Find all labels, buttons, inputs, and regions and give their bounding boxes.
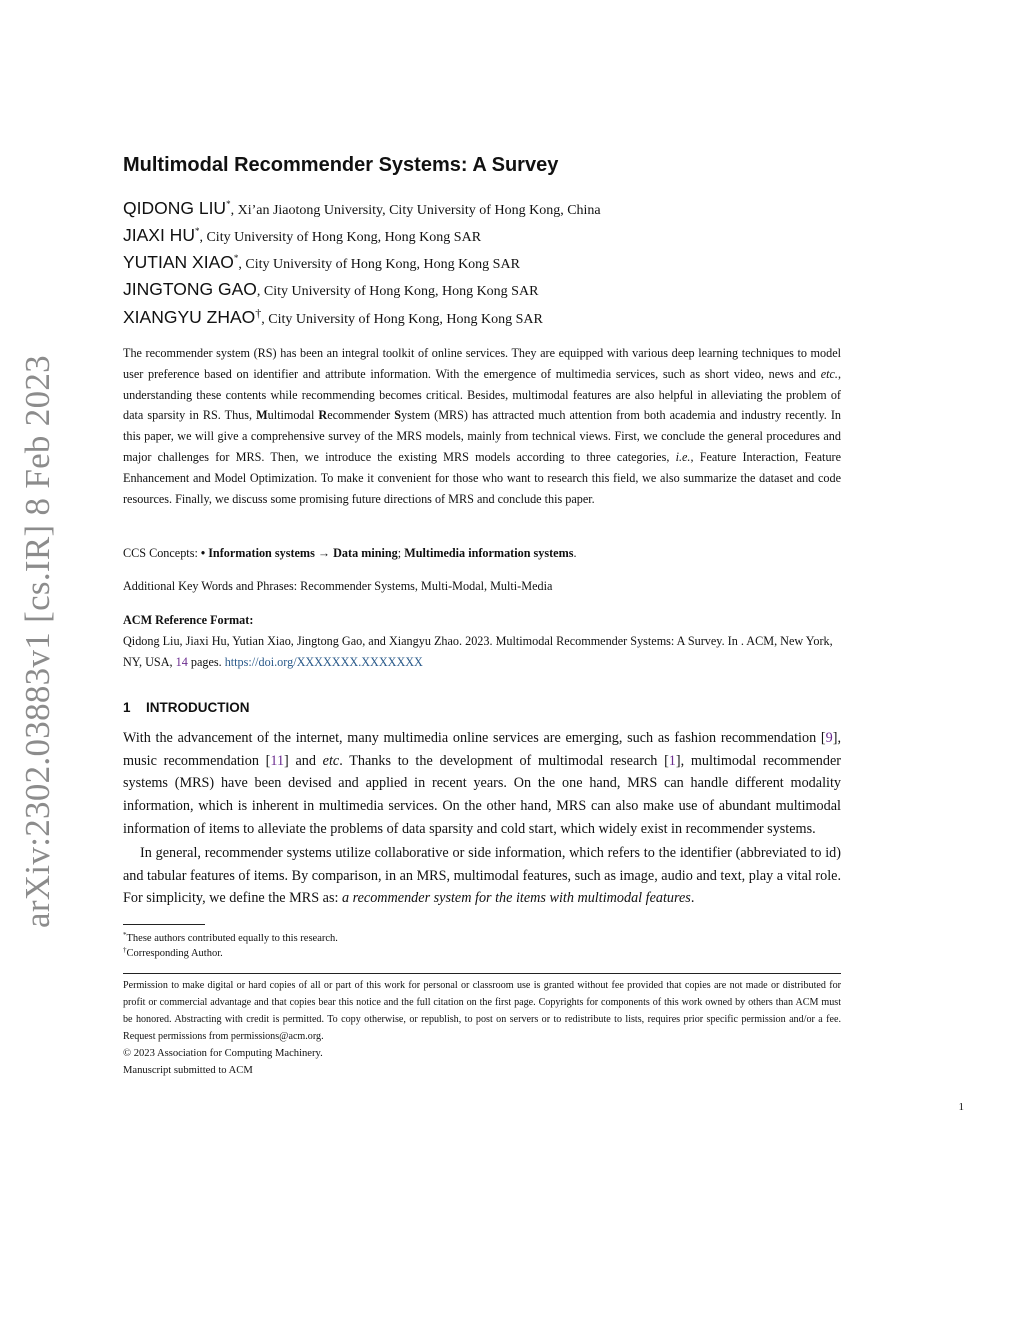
author-affiliation: City University of Hong Kong, Hong Kong SAR (206, 230, 482, 245)
page-count-link[interactable]: 14 (175, 654, 188, 669)
acm-reference-heading: ACM Reference Format: (123, 613, 254, 627)
abstract: The recommender system (RS) has been an integral toolkit of online services. They are equipped with various deep learning techniques to model user preference based on identifier and attribute information. With the emergence of multimedia services, such as short video, news and etc., understanding these contents while recommending becomes critical. Besides, multimodal features are also helpful in alleviating the problem of data sparsity in RS. Thus, Multimodal Recommender System (MRS) has attracted much attention from both academia and industry recently. In this paper, we will give a comprehensive survey of the MRS models, mainly from technical views. First, we conclude the general procedures and major challenges for MRS. Then, we introduce the existing MRS models according to three categories, i.e., Feature Interaction, Feature Enhancement and Model Optimization. To make it convenient for those who want to research this field, we also summarize the dataset and code resources. Finally, we discuss some promising future directions of MRS and conclude this paper. (123, 346, 842, 506)
citation-link[interactable]: 11 (270, 752, 285, 769)
footnote-divider (123, 924, 205, 925)
equal-contribution-mark: * (233, 253, 239, 263)
author-line: XIANGYU ZHAO†, City University of Hong Kong, Hong Kong SAR (123, 306, 543, 327)
citation-link[interactable]: 1 (668, 752, 676, 769)
author-affiliation: Xi’an Jiaotong University, City University of Hong Kong, China (237, 203, 601, 218)
manuscript-line: Manuscript submitted to ACM (123, 1065, 253, 1076)
author-name: QIDONG LIU (123, 198, 227, 218)
section-heading-introduction: 1 INTRODUCTION (123, 700, 250, 715)
equal-contribution-mark: * (226, 199, 231, 209)
footnote-corresponding-author: †Corresponding Author. (123, 946, 223, 959)
equal-contribution-mark: * (194, 226, 200, 236)
citation-link[interactable]: 9 (825, 730, 833, 746)
paper-title: Multimodal Recommender Systems: A Survey (123, 154, 559, 176)
author-line: QIDONG LIU*, Xi’an Jiaotong University, City University of Hong Kong, China (123, 198, 601, 218)
author-name: JINGTONG GAO (123, 279, 257, 299)
author-affiliation: City University of Hong Kong, Hong Kong SAR (245, 257, 520, 272)
permission-notice: Permission to make digital or hard copies of all or part of this work for personal or classroom use is granted without fee provided that copies are not made or distributed for profit or commercial advantage and that copies bear this notice and the full citation on the first page. Copyrights for components of this work owned by others than ACM must be honored. Abstracting with credit is permitted. To copy otherwise, or republish, to post on servers or to redistribute to lists, requires prior specific permission and/or a fee. Request permissions from permissions@acm.org. (123, 980, 841, 1042)
author-line: YUTIAN XIAO*, City University of Hong Kong, Hong Kong SAR (123, 252, 520, 272)
author-affiliation: City University of Hong Kong, Hong Kong SAR (268, 312, 543, 327)
permission-divider (123, 973, 841, 974)
acm-reference-text: Qidong Liu, Jiaxi Hu, Yutian Xiao, Jingtong Gao, and Xiangyu Zhao. 2023. Multimodal Recommender Systems: A Survey. In . ACM, New York, NY, USA, 14 pages. https://doi.org/XXXXXXX.XXXXXXX (123, 634, 833, 669)
arxiv-identifier-stamp: arXiv:2302.03883v1 [cs.IR] 8 Feb 2023 (18, 355, 57, 928)
mrs-definition: a recommender system for the items with multimodal features (341, 890, 691, 907)
introduction-paragraph: With the advancement of the internet, many multimedia online services are emerging, such as fashion recommendation [9], music recommendation [11] and etc. Thanks to the development of multimodal research [1], multimodal recommender systems (MRS) have been devised and applied in recent years. On the one hand, MRS can handle different modality information, which is inherent in multimedia services. On the other hand, MRS can also make use of abundant multimodal information of items to alleviate the problems of data sparsity and cold start, which widely exist in recommender systems. (123, 730, 841, 837)
author-affiliation: City University of Hong Kong, Hong Kong SAR (263, 284, 539, 299)
doi-link[interactable]: https://doi.org/XXXXXXX.XXXXXXX (224, 654, 423, 669)
keywords: Additional Key Words and Phrases: Recommender Systems, Multi-Modal, Multi-Media (123, 579, 553, 593)
footnote-equal-contribution: *These authors contributed equally to this research. (123, 931, 338, 944)
page-number: 1 (958, 1101, 964, 1113)
author-name: YUTIAN XIAO (123, 252, 234, 272)
author-line: JIAXI HU*, City University of Hong Kong, Hong Kong SAR (123, 225, 482, 245)
author-line: JINGTONG GAO, City University of Hong Kong, Hong Kong SAR (123, 279, 539, 299)
copyright-line: © 2023 Association for Computing Machinery. (123, 1048, 323, 1059)
author-name: JIAXI HU (123, 225, 195, 245)
author-name: XIANGYU ZHAO (123, 307, 256, 327)
ccs-concepts: CCS Concepts: • Information systems → Data mining; Multimedia information systems. (123, 546, 577, 560)
introduction-paragraph: In general, recommender systems utilize collaborative or side information, which refers to the identifier (abbreviated to id) and tabular features of items. By comparison, in an MRS, multimodal features, such as image, audio and text, play a vital role. For simplicity, we define the MRS as: a recommender system for the items with multimodal features. (123, 845, 841, 907)
corresponding-author-mark: † (255, 306, 262, 320)
